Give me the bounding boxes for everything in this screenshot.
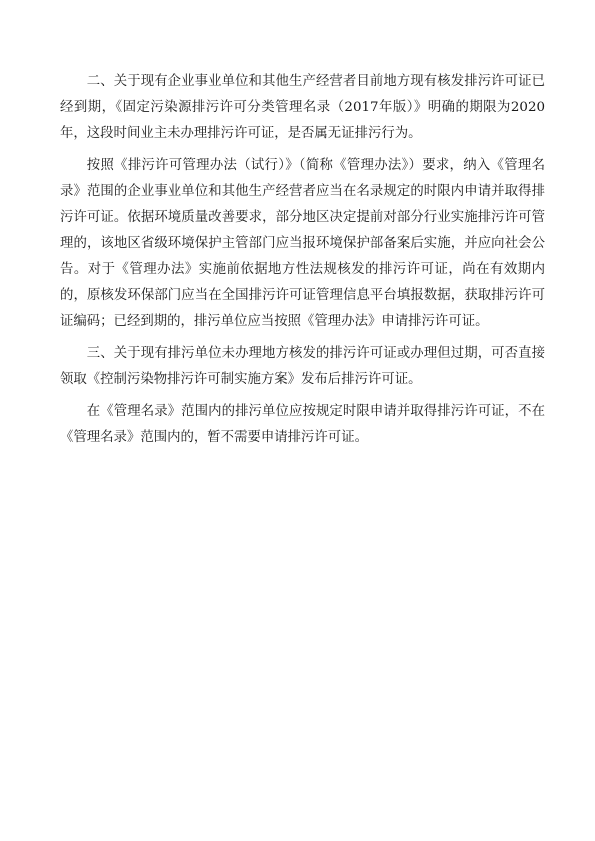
paragraph-answer-3: 在《管理名录》范围内的排污单位应按规定时限申请并取得排污许可证，不在《管理名录》范围内的，暂不需要申请排污许可证。 <box>60 404 545 445</box>
paragraph-question-3: 三、关于现有排污单位未办理地方核发的排污许可证或办理但过期，可否直接领取《控制污染物排污许可制实施方案》发布后排污许可证。 <box>60 346 545 387</box>
paragraph-question-2: 二、关于现有企业事业单位和其他生产经营者目前地方现有核发排污许可证已经到期，《固定污染源排污许可分类管理名录（2017年版）》明确的期限为2020年，这段时间业主未办理排污许可证，是否属无证排污行为。 <box>60 74 545 141</box>
paragraph-answer-2: 按照《排污许可管理办法（试行）》（简称《管理办法》）要求，纳入《管理名录》范围的企业事业单位和其他生产经营者应当在名录规定的时限内申请并取得排污许可证。依据环境质量改善要求，部分地区决定提前对部分行业实施排污许可管理的，该地区省级环境保护主管部门应当报环境保护部备案后实施，并应向社会公告。对于《管理办法》实施前依据地方性法规核发的排污许可证，尚在有效期内的，原核发环保部门应当在全国排污许可证管理信息平台填报数据，获取排污许可证编码；已经到期的，排污单位应当按照《管理办法》申请排污许可证。 <box>60 158 545 329</box>
document-body <box>60 69 545 451</box>
